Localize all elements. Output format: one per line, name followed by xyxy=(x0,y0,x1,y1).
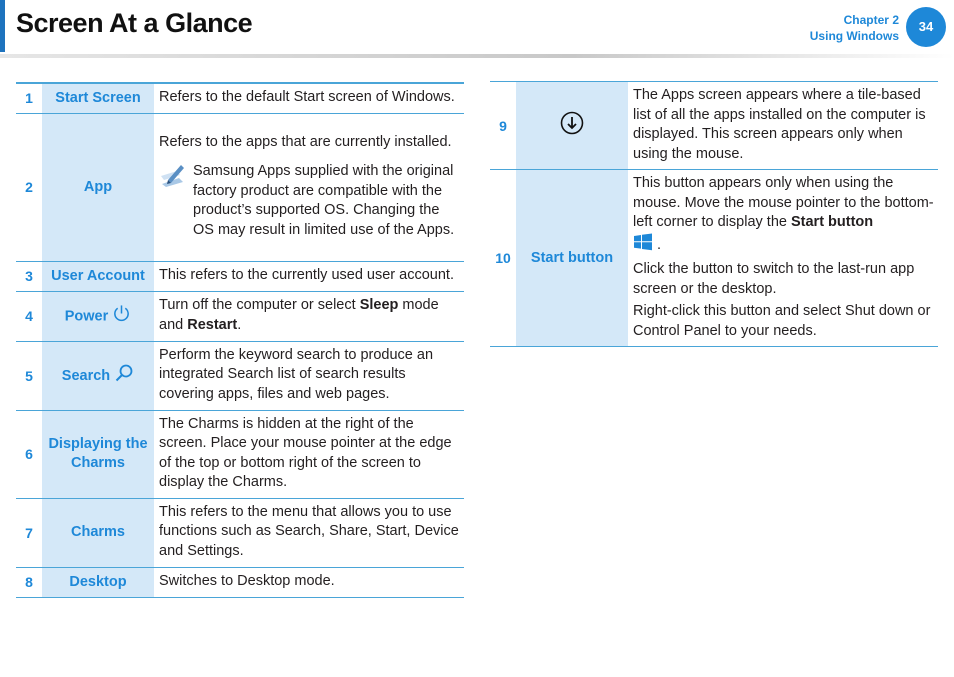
table-row xyxy=(16,567,464,597)
row-description-text: Refers to the apps that are currently installed. xyxy=(159,133,452,150)
row-number: 6 xyxy=(25,446,33,462)
row-label: Start button xyxy=(516,170,628,347)
row-description: The Charms is hidden at the right of the screen. Place your mouse pointer at the edge of the top or bottom right of the screen to display the Charms. xyxy=(159,415,452,490)
desc-text: This button appears only when using the mouse. Move the mouse pointer to the bottom-left corner to display the xyxy=(633,175,934,230)
table-row xyxy=(490,170,938,347)
row-label-cell xyxy=(42,291,154,341)
search-icon xyxy=(114,363,134,389)
desc-text: . xyxy=(657,236,662,253)
row-number: 8 xyxy=(25,574,33,590)
row-description: This refers to the currently used user account. xyxy=(159,266,454,283)
table-row xyxy=(16,291,464,341)
row-label-cell xyxy=(516,82,628,170)
row-description xyxy=(628,170,938,347)
row-number: 7 xyxy=(25,524,33,541)
desc-paragraph: Right-click this button and select Shut down or Control Panel to your needs. xyxy=(633,303,931,339)
row-number: 9 xyxy=(499,117,507,134)
table-row xyxy=(16,498,464,567)
desc-paragraph: Click the button to switch to the last-run app screen or the desktop. xyxy=(633,261,915,297)
right-table xyxy=(490,81,938,347)
keyword-start-button: Start button xyxy=(790,214,874,230)
down-arrow-circle-icon xyxy=(560,111,584,141)
row-description xyxy=(154,291,464,341)
keyword-restart: Restart xyxy=(187,316,238,333)
desc-text: mode and xyxy=(159,297,439,333)
note-box xyxy=(159,162,464,240)
note-text: Samsung Apps supplied with the original factory product are compatible with the product’s supported OS. Changing the OS may result in limited use of the Apps. xyxy=(193,163,455,238)
chapter-label: Chapter 2 xyxy=(843,13,899,27)
page-title: Screen At a Glance xyxy=(16,8,253,38)
table-row xyxy=(16,410,464,498)
row-number: 5 xyxy=(25,367,33,384)
row-label-cell xyxy=(42,341,154,410)
row-number: 4 xyxy=(25,308,33,324)
row-label: Search xyxy=(61,367,111,384)
chapter-info xyxy=(810,12,899,44)
row-label: App xyxy=(42,113,154,261)
row-number: 10 xyxy=(495,250,511,266)
row-description: This refers to the menu that allows you to use functions such as Search, Share, Start, Device and Settings. xyxy=(159,503,459,559)
row-label: Start Screen xyxy=(42,83,154,113)
row-label: Displaying the Charms xyxy=(42,410,154,498)
row-description xyxy=(154,113,464,261)
row-description: Refers to the default Start screen of Windows. xyxy=(159,89,455,105)
power-icon xyxy=(112,304,131,329)
row-number: 2 xyxy=(25,179,33,195)
table-row xyxy=(16,83,464,113)
row-label: User Account xyxy=(42,261,154,291)
row-number: 3 xyxy=(25,268,33,284)
desc-paragraph xyxy=(633,174,938,257)
row-label: Desktop xyxy=(42,567,154,597)
page-number-badge: 34 xyxy=(906,7,946,47)
row-number: 1 xyxy=(25,90,33,107)
chapter-title: Using Windows xyxy=(809,29,899,43)
row-description: Perform the keyword search to produce an integrated Search list of search results covering apps, files and web pages. xyxy=(159,346,434,402)
table-row xyxy=(16,341,464,410)
desc-text: Turn off the computer or select xyxy=(159,297,360,313)
keyword-sleep: Sleep xyxy=(359,297,399,313)
note-pencil-icon xyxy=(159,162,193,240)
header-divider xyxy=(0,54,954,58)
row-description: The Apps screen appears where a tile-based list of all the apps installed on the computer is displayed. This screen appears only when using the mouse. xyxy=(633,87,926,162)
row-label: Charms xyxy=(42,498,154,567)
header-accent-bar xyxy=(0,0,5,52)
desc-text: . xyxy=(237,316,242,333)
table-row xyxy=(16,261,464,291)
windows-logo-icon xyxy=(633,233,653,258)
table-row xyxy=(490,82,938,170)
left-table xyxy=(16,82,464,598)
row-label: Power xyxy=(64,307,109,324)
table-row xyxy=(16,113,464,261)
row-description: Switches to Desktop mode. xyxy=(159,572,335,589)
